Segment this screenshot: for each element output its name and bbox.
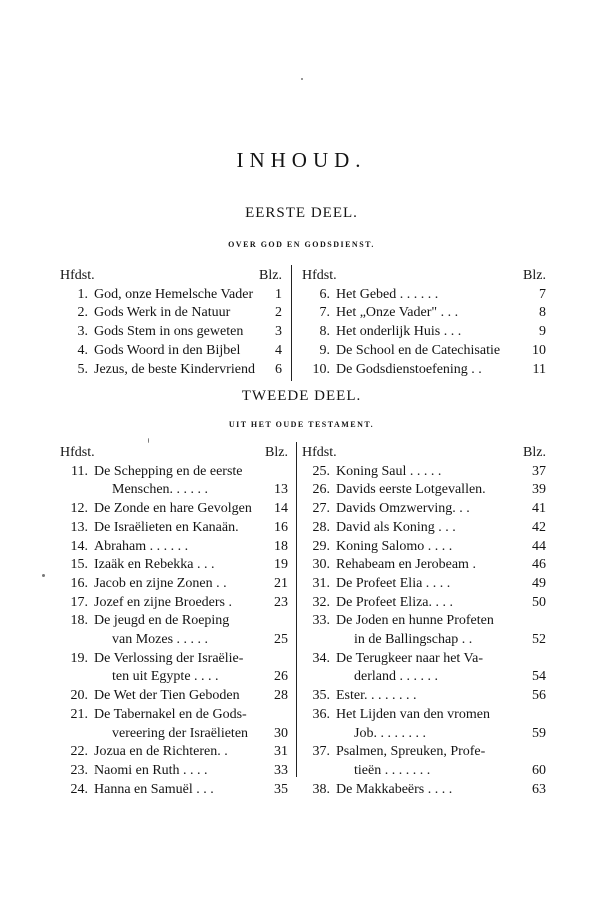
part1-column-divider	[291, 265, 292, 381]
toc-entry	[302, 304, 546, 323]
chapter-number	[60, 725, 94, 744]
chapter-title: De Godsdienstoefening . .	[336, 361, 482, 377]
chapter-title: David als Koning . . .	[336, 519, 456, 535]
chapter-number: 29.	[312, 538, 330, 554]
header-chapter-label: Hfdst.	[302, 445, 337, 460]
toc-entry	[60, 500, 288, 519]
toc-entry	[302, 286, 546, 305]
toc-entry	[60, 612, 288, 631]
toc-entry	[302, 361, 546, 380]
page-number: 9	[539, 324, 546, 340]
page-number: 4	[275, 342, 282, 358]
part1-subtitle: OVER GOD EN GODSDIENST.	[228, 240, 375, 249]
page-number: 37	[532, 463, 546, 479]
toc-entry	[302, 781, 546, 800]
toc-entry	[60, 631, 288, 650]
toc-entry	[60, 304, 282, 323]
chapter-number: 24.	[70, 781, 88, 797]
chapter-title: De Zonde en hare Gevolgen	[94, 501, 252, 517]
chapter-title: De Verlossing der Israëlie-	[94, 650, 244, 666]
page-title: INHOUD.	[236, 148, 367, 172]
chapter-title: De Wet der Tien Geboden	[94, 688, 240, 704]
chapter-number: 8.	[319, 324, 330, 340]
toc-entry	[60, 762, 288, 781]
chapter-number	[60, 481, 94, 500]
header-chapter-label: Hfdst.	[60, 445, 95, 460]
page-number: 33	[274, 762, 288, 778]
toc-entry	[60, 361, 282, 380]
page-number: 2	[275, 305, 282, 321]
toc-entry	[302, 612, 546, 631]
page-number: 3	[275, 324, 282, 340]
chapter-number: 34.	[312, 650, 330, 666]
chapter-title: Abraham . . . . . .	[94, 538, 189, 554]
chapter-title: Het Lijden van den vromen	[336, 706, 490, 722]
page-number	[268, 463, 288, 482]
chapter-number: 6.	[319, 286, 330, 302]
column-header	[302, 267, 546, 286]
chapter-number: 23.	[70, 762, 88, 778]
page-number: 7	[539, 286, 546, 302]
toc-entry	[302, 762, 546, 781]
toc-entry	[60, 538, 288, 557]
chapter-title: Jozef en zijne Broeders .	[94, 594, 232, 610]
chapter-title: De Tabernakel en de Gods-	[94, 706, 247, 722]
chapter-title: Davids eerste Lotgevallen.	[336, 482, 486, 498]
chapter-number: 2.	[77, 305, 88, 321]
toc-entry	[60, 650, 288, 669]
chapter-number	[60, 668, 94, 687]
chapter-title: Jezus, de beste Kindervriend	[94, 361, 255, 377]
chapter-number	[302, 762, 336, 781]
page-number: 60	[532, 762, 546, 778]
chapter-title: Jacob en zijne Zonen . .	[94, 575, 227, 591]
toc-entry	[302, 575, 546, 594]
page-number: 11	[532, 361, 546, 377]
chapter-number: 4.	[77, 342, 88, 358]
chapter-number: 14.	[70, 538, 88, 554]
toc-entry	[302, 706, 546, 725]
chapter-title: De Profeet Elia . . . .	[336, 575, 451, 591]
chapter-number: 31.	[312, 575, 330, 591]
chapter-title: De Joden en hunne Profeten	[336, 613, 494, 629]
part1-right-column	[302, 267, 546, 379]
header-page-label: Blz.	[523, 445, 546, 460]
page-number: 25	[274, 632, 288, 648]
chapter-title: Het onderlijk Huis . . .	[336, 324, 462, 340]
toc-entry	[302, 594, 546, 613]
header-page-label: Blz.	[259, 268, 282, 283]
toc-entry	[60, 556, 288, 575]
page-number: 49	[532, 575, 546, 591]
page-number: 10	[532, 342, 546, 358]
page-number: 1	[275, 286, 282, 302]
page-number: 30	[274, 725, 288, 741]
chapter-number: 9.	[319, 342, 330, 358]
page-number: 54	[532, 669, 546, 685]
page-number: 44	[532, 538, 546, 554]
page-number: 41	[532, 501, 546, 517]
chapter-title: De Profeet Eliza. . . .	[336, 594, 454, 610]
chapter-title: Izaäk en Rebekka . . .	[94, 557, 215, 573]
page-number	[526, 706, 546, 725]
page-number: 42	[532, 519, 546, 535]
header-chapter-label: Hfdst.	[302, 268, 337, 283]
page-number: 21	[274, 575, 288, 591]
page-number: 28	[274, 688, 288, 704]
page-number: 52	[532, 632, 546, 648]
ink-speck	[301, 78, 303, 80]
toc-entry	[302, 725, 546, 744]
page-number: 6	[275, 361, 282, 377]
chapter-title: De Israëlieten en Kanaän.	[94, 519, 239, 535]
toc-entry	[302, 538, 546, 557]
page-number	[526, 743, 546, 762]
page-number: 59	[532, 725, 546, 741]
toc-entry	[302, 519, 546, 538]
page-number	[268, 612, 288, 631]
toc-entry	[60, 781, 288, 800]
chapter-title: Psalmen, Spreuken, Profe-	[336, 744, 486, 760]
part1-title: EERSTE DEEL.	[245, 205, 358, 221]
chapter-title: derland . . . . . .	[354, 669, 438, 685]
toc-entry	[302, 323, 546, 342]
chapter-number: 30.	[312, 557, 330, 573]
chapter-number	[60, 631, 94, 650]
chapter-title: van Mozes . . . . .	[112, 632, 209, 648]
toc-entry	[302, 743, 546, 762]
chapter-number: 15.	[70, 557, 88, 573]
page-number	[268, 650, 288, 669]
chapter-title: Koning Saul . . . . .	[336, 463, 442, 479]
page-number	[268, 706, 288, 725]
toc-entry	[60, 342, 282, 361]
chapter-number: 22.	[70, 744, 88, 760]
toc-entry	[302, 556, 546, 575]
chapter-number: 36.	[312, 706, 330, 722]
chapter-title: Hanna en Samuël . . .	[94, 781, 214, 797]
toc-entry	[302, 500, 546, 519]
chapter-title: Jozua en de Richteren. .	[94, 744, 228, 760]
chapter-number: 28.	[312, 519, 330, 535]
chapter-number: 33.	[312, 613, 330, 629]
toc-entry	[302, 650, 546, 669]
chapter-number: 18.	[70, 613, 88, 629]
chapter-title: Gods Woord in den Bijbel	[94, 342, 241, 358]
chapter-number: 25.	[312, 463, 330, 479]
chapter-title: vereering der Israëlieten	[112, 725, 249, 741]
toc-entry	[302, 342, 546, 361]
chapter-number: 13.	[70, 519, 88, 535]
column-header	[60, 444, 288, 463]
toc-entry	[60, 519, 288, 538]
header-page-label: Blz.	[265, 445, 288, 460]
chapter-number: 17.	[70, 594, 88, 610]
toc-entry	[302, 687, 546, 706]
chapter-title: Gods Stem in ons geweten	[94, 324, 244, 340]
chapter-number	[302, 631, 336, 650]
page-number: 46	[532, 557, 546, 573]
part2-subtitle: UIT HET OUDE TESTAMENT.	[228, 420, 375, 429]
chapter-number: 12.	[70, 501, 88, 517]
toc-entry	[60, 575, 288, 594]
chapter-title: Het „Onze Vader" . . .	[336, 305, 459, 321]
chapter-number: 32.	[312, 594, 330, 610]
chapter-title: Naomi en Ruth . . . .	[94, 762, 208, 778]
chapter-number: 27.	[312, 501, 330, 517]
part2-right-column	[302, 444, 546, 799]
chapter-number: 7.	[319, 305, 330, 321]
chapter-number: 5.	[77, 361, 88, 377]
part2-title: TWEEDE DEEL.	[241, 388, 362, 404]
chapter-number: 16.	[70, 575, 88, 591]
part1-left-column	[60, 267, 282, 379]
chapter-number: 35.	[312, 688, 330, 704]
chapter-number: 3.	[77, 324, 88, 340]
page-number: 31	[274, 744, 288, 760]
page-number: 39	[532, 482, 546, 498]
chapter-title: Gods Werk in de Natuur	[94, 305, 231, 321]
chapter-title: De jeugd en de Roeping	[94, 613, 230, 629]
page-number: 19	[274, 557, 288, 573]
chapter-title: Menschen. . . . . .	[112, 482, 209, 498]
chapter-number: 19.	[70, 650, 88, 666]
page-number: 56	[532, 688, 546, 704]
chapter-number: 37.	[312, 744, 330, 760]
toc-entry	[60, 323, 282, 342]
chapter-number: 21.	[70, 706, 88, 722]
toc-entry	[60, 687, 288, 706]
header-page-label: Blz.	[523, 268, 546, 283]
header-chapter-label: Hfdst.	[60, 268, 95, 283]
toc-entry	[60, 463, 288, 482]
chapter-title: Davids Omzwerving. . .	[336, 501, 470, 517]
chapter-title: ten uit Egypte . . . .	[112, 669, 219, 685]
column-header	[302, 444, 546, 463]
chapter-number: 26.	[312, 482, 330, 498]
chapter-title: De Schepping en de eerste	[94, 463, 243, 479]
chapter-number: 38.	[312, 781, 330, 797]
chapter-number	[302, 725, 336, 744]
column-header	[60, 267, 282, 286]
page-number: 18	[274, 538, 288, 554]
chapter-title: God, onze Hemelsche Vader	[94, 286, 254, 302]
chapter-title: Rehabeam en Jerobeam .	[336, 557, 476, 573]
toc-entry	[60, 286, 282, 305]
chapter-title: De Makkabeërs . . . .	[336, 781, 453, 797]
page-number: 23	[274, 594, 288, 610]
toc-entry	[302, 481, 546, 500]
toc-entry	[60, 668, 288, 687]
toc-entry	[60, 725, 288, 744]
page-number	[526, 650, 546, 669]
toc-entry	[302, 631, 546, 650]
page-number: 63	[532, 781, 546, 797]
page-number: 14	[274, 501, 288, 517]
toc-entry	[302, 668, 546, 687]
part2-left-column	[60, 444, 288, 799]
toc-entry	[302, 463, 546, 482]
chapter-number	[302, 668, 336, 687]
page-number: 8	[539, 305, 546, 321]
page-number: 35	[274, 781, 288, 797]
chapter-title: in de Ballingschap . .	[354, 632, 473, 648]
chapter-number: 20.	[70, 688, 88, 704]
page-number: 50	[532, 594, 546, 610]
toc-entry	[60, 743, 288, 762]
chapter-number: 10.	[312, 361, 330, 377]
chapter-title: Job. . . . . . . .	[354, 725, 426, 741]
chapter-title: Koning Salomo . . . .	[336, 538, 453, 554]
chapter-number: 11.	[71, 463, 88, 479]
part2-column-divider	[296, 442, 297, 777]
toc-entry	[60, 706, 288, 725]
page-number: 13	[274, 482, 288, 498]
toc-entry	[60, 594, 288, 613]
ink-speck	[148, 438, 149, 443]
page-number	[526, 612, 546, 631]
page-number: 26	[274, 669, 288, 685]
toc-entry	[60, 481, 288, 500]
ink-speck	[42, 574, 45, 577]
chapter-title: tieën . . . . . . .	[354, 762, 431, 778]
chapter-title: Het Gebed . . . . . .	[336, 286, 439, 302]
chapter-title: De Terugkeer naar het Va-	[336, 650, 483, 666]
page-number: 16	[274, 519, 288, 535]
chapter-title: De School en de Catechisatie	[336, 342, 501, 358]
chapter-title: Ester. . . . . . . .	[336, 688, 417, 704]
chapter-number: 1.	[77, 286, 88, 302]
